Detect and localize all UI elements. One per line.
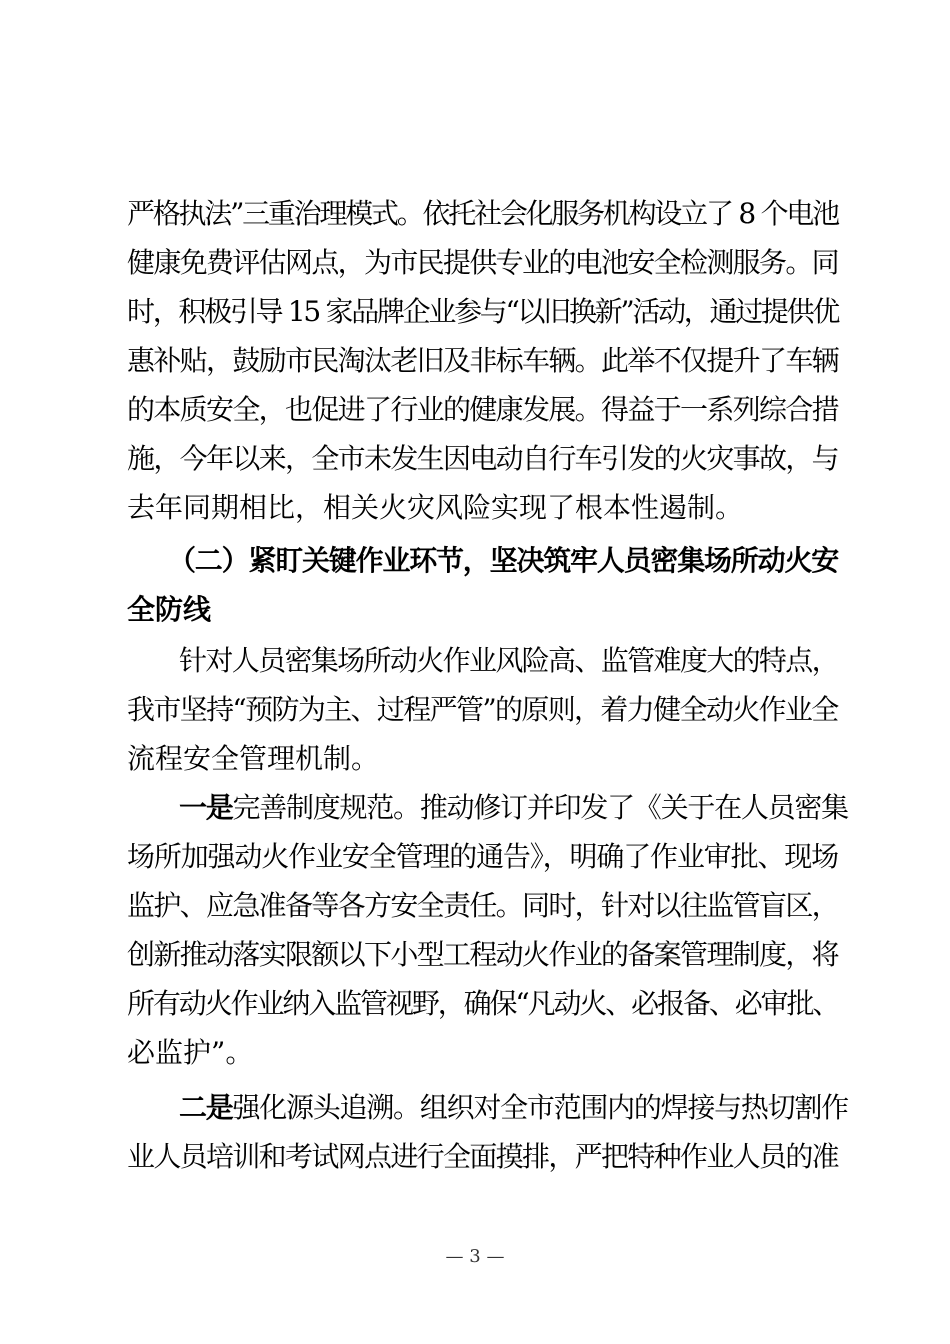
point-one-line: 创新推动落实限额以下小型工程动火作业的备案管理制度，将	[127, 938, 839, 971]
paragraph-line: 健康免费评估网点，为市民提供专业的电池安全检测服务。同	[127, 246, 839, 279]
paragraph-line: 去年同期相比，相关火灾风险实现了根本性遏制。	[127, 491, 744, 524]
point-one-line: 场所加强动火作业安全管理的通告》，明确了作业审批、现场	[127, 840, 839, 873]
paragraph-line: 施，今年以来，全市未发生因电动自行车引发的火灾事故，与	[127, 442, 839, 475]
point-one-line: 所有动火作业纳入监管视野，确保“凡动火、必报备、必审批、	[127, 987, 839, 1020]
paragraph-line: 时，积极引导 15 家品牌企业参与“以旧换新”活动，通过提供优	[127, 295, 839, 328]
point-one-first-line	[179, 791, 848, 824]
paragraph-line: 的本质安全，也促进了行业的健康发展。得益于一系列综合措	[127, 393, 839, 426]
intro-line: 流程安全管理机制。	[127, 742, 380, 775]
point-two-label: 二是	[179, 1091, 233, 1124]
point-one-text: 完善制度规范。推动修订并印发了《关于在人员密集	[232, 791, 848, 824]
intro-line: 我市坚持“预防为主、过程严管”的原则，着力健全动火作业全	[127, 693, 838, 726]
point-two-line: 业人员培训和考试网点进行全面摸排，严把特种作业人员的准	[127, 1140, 839, 1173]
section-heading-continued: 全防线	[127, 593, 212, 626]
paragraph-line: 惠补贴，鼓励市民淘汰老旧及非标车辆。此举不仅提升了车辆	[127, 344, 839, 377]
point-two-first-line	[179, 1091, 848, 1124]
page-number: — 3 —	[445, 1246, 505, 1267]
point-one-label: 一是	[179, 791, 233, 824]
paragraph-line: 严格执法”三重治理模式。依托社会化服务机构设立了 8 个电池	[127, 197, 838, 230]
section-heading: （二）紧盯关键作业环节，坚决筑牢人员密集场所动火安	[168, 544, 839, 577]
intro-line: 针对人员密集场所动火作业风险高、监管难度大的特点，	[179, 644, 839, 677]
point-two-text: 强化源头追溯。组织对全市范围内的焊接与热切割作	[232, 1091, 848, 1124]
point-one-line: 必监护”。	[127, 1036, 254, 1069]
point-one-line: 监护、应急准备等各方安全责任。同时，针对以往监管盲区，	[127, 889, 839, 922]
